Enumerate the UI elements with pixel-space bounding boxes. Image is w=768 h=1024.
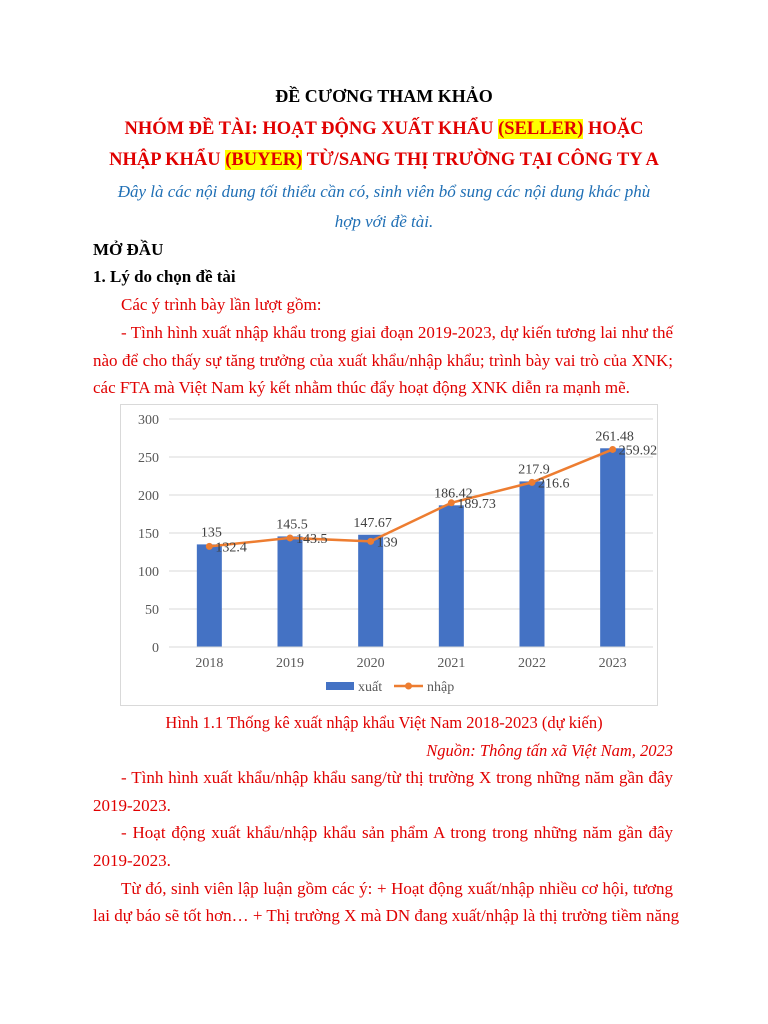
subsection-heading: 1. Lý do chọn đề tài [93, 267, 236, 286]
data-label-xuat: 147.67 [353, 515, 392, 531]
paragraph-line: các FTA mà Việt Nam ký kết nhằm thúc đẩy hoạt động XNK diễn ra mạnh mẽ. [93, 378, 630, 397]
point-nhap [529, 479, 536, 486]
y-tick-label: 0 [152, 641, 159, 656]
intro-note-line-2: hợp với đề tài. [334, 212, 434, 231]
paragraph-line [93, 768, 673, 788]
paragraph-text: - Hoạt động xuất khẩu/nhập khẩu sản phẩm A trong trong những năm gần đây [121, 823, 673, 842]
data-label-xuat: 135 [200, 525, 222, 541]
data-label-nhap: 189.73 [457, 496, 496, 512]
buyer-highlight: (BUYER) [225, 150, 303, 170]
paragraph-line [93, 879, 673, 899]
data-label-nhap: 132.4 [215, 540, 247, 556]
topic-heading-text: NHÓM ĐỀ TÀI: HOẠT ĐỘNG XUẤT KHẨU [124, 119, 499, 139]
trade-chart [120, 404, 658, 706]
bar-xuat [278, 536, 303, 647]
data-label-xuat: 217.9 [518, 462, 550, 478]
paragraph-line [93, 823, 673, 843]
point-nhap [206, 543, 213, 550]
data-label-xuat: 261.48 [595, 429, 634, 445]
legend-label-nhap: nhập [427, 680, 455, 695]
chart-svg [121, 405, 657, 705]
point-nhap [287, 534, 294, 541]
data-label-nhap: 259.92 [618, 443, 657, 459]
data-label-xuat: 186.42 [434, 486, 473, 502]
topic-heading-text: NHẬP KHẨU [109, 150, 226, 170]
paragraph-intro: Các ý trình bày lần lượt gồm: [121, 295, 322, 314]
section-heading: MỞ ĐẦU [93, 240, 164, 259]
data-label-nhap: 139 [376, 535, 398, 551]
paragraph-text: - Tình hình xuất nhập khẩu trong giai đoạn 2019-2023, dự kiến tương lai như thế [121, 323, 673, 342]
paragraph-line [93, 323, 673, 343]
topic-heading-line-1 [0, 119, 768, 140]
bar-xuat [520, 481, 545, 647]
bar-xuat [600, 448, 625, 647]
legend-swatch-xuat [326, 682, 354, 690]
intro-note-line-1: Đây là các nội dung tối thiểu cần có, sinh viên bổ sung các nội dung khác phù [117, 182, 651, 201]
seller-highlight: (SELLER) [498, 119, 584, 139]
y-tick-label: 250 [138, 451, 159, 466]
document-title: ĐỀ CƯƠNG THAM KHẢO [275, 86, 493, 106]
paragraph-line: 2019-2023. [93, 851, 171, 870]
bar-xuat [197, 544, 222, 647]
paragraph-line: 2019-2023. [93, 796, 171, 815]
y-tick-label: 300 [138, 413, 159, 428]
paragraph-text: Từ đó, sinh viên lập luận gồm các ý: + Hoạt động xuất/nhập nhiều cơ hội, tương [121, 879, 673, 898]
bar-xuat [439, 505, 464, 647]
x-tick-label: 2021 [437, 656, 466, 671]
x-tick-label: 2019 [276, 656, 304, 671]
x-tick-label: 2023 [598, 656, 627, 671]
topic-heading-text: TỪ/SANG THỊ TRƯỜNG TẠI CÔNG TY A [302, 150, 659, 170]
paragraph-line: nào để cho thấy sự tăng trưởng của xuất khẩu/nhập khẩu; trình bày vai trò của XNK; [93, 351, 673, 370]
y-tick-label: 100 [138, 565, 159, 580]
y-tick-label: 50 [145, 603, 159, 618]
topic-heading-text: HOẶC [583, 119, 644, 139]
line-nhap [209, 449, 612, 546]
data-label-nhap: 216.6 [538, 476, 570, 492]
bar-xuat [358, 535, 383, 647]
x-tick-label: 2018 [195, 656, 224, 671]
data-label-xuat: 145.5 [276, 517, 308, 533]
point-nhap [367, 538, 374, 545]
legend-marker-nhap [405, 683, 412, 690]
data-label-nhap: 143.5 [296, 531, 328, 547]
legend-label-xuat: xuất [358, 680, 383, 695]
x-tick-label: 2020 [356, 656, 385, 671]
point-nhap [609, 446, 616, 453]
y-tick-label: 150 [138, 527, 159, 542]
paragraph-text: - Tình hình xuất khẩu/nhập khẩu sang/từ thị trường X trong những năm gần đây [121, 768, 673, 787]
figure-caption: Hình 1.1 Thống kê xuất nhập khẩu Việt Nam 2018-2023 (dự kiến) [165, 713, 603, 732]
y-tick-label: 200 [138, 489, 159, 504]
figure-source: Nguồn: Thông tấn xã Việt Nam, 2023 [426, 741, 673, 760]
paragraph-line: lai dự báo sẽ tốt hơn… + Thị trường X mà DN đang xuất/nhập là thị trường tiềm năng [93, 906, 680, 925]
x-tick-label: 2022 [518, 656, 546, 671]
topic-heading-line-2 [0, 150, 768, 171]
